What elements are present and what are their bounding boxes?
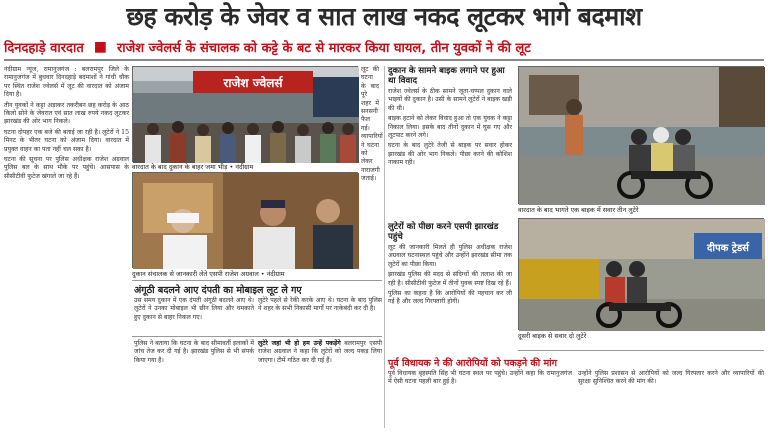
box3-title: पूर्व विधायक ने की आरोपियों को पकड़ने की मांग [388,358,557,369]
box2-right-lead: लुटेरे जहां भी हो हम उन्हें पकड़ेंगे [258,340,341,347]
shop-sign-text: दीपक ट्रेडर्स [707,243,749,254]
header-rule [4,59,764,61]
photo-caption: दूसरी बाइक से सवार दो लुटेरे [518,332,587,340]
paragraph: लूट की घटना के बाद पूरे शहर में सनसनी फैल गई। व्यापारियों ने घटना को लेकर नाराजगी जताई। [361,66,383,183]
photo-caption: वारदात के बाद भागते एक बाइक में सवार तीन लुटेरे [518,206,639,214]
box2-left-text: पुलिस ने बताया कि घटना के बाद सीमावर्ती इलाकों में जांच तेज कर दी गई है। झारखंड पुलिस से भी संपर्क किया गया है। [134,340,254,364]
cctv-bike2-illustration [519,219,765,331]
box2-right [258,340,382,428]
col3-heading: दुकान के सामने बाइक लगाने पर हुआ था विवाद [388,66,505,86]
paragraph: नंदीग्राम न्यूज, रामानुजगंज : बलरामपुर जिले के रामानुजगंज में बुधवार दिनदहाड़े बदमाशों ने गांधी चौक पर स्थित राजेश ज्वेलर्स में लूट की वारदात को अंजाम दिया है। [4,66,129,99]
photo-cctv-bike-two [518,218,764,330]
column-divider [384,66,385,428]
paragraph: घटना के बाद लुटेरे तेजी से बाइक पर सवार होकर झारखंड की ओर भाग निकले। पीछा करने की कोशिश नाकाम रही। [388,142,512,167]
crowd-illustration [133,67,359,163]
box1-left-text: उस समय दुकान में एक दंपती अंगूठी बदलने आए थे। लुटेरों ने उनका मोबाइल भी छीन लिया और धमकाते हुए दुकान से बाहर निकल गए। [134,297,254,321]
divider [132,336,382,337]
inquiry-illustration [133,173,359,269]
photo-caption: दुकान संचालक से जानकारी लेते एसपी राजेश अग्रवाल • नंदीग्राम [132,270,285,278]
box1-title: अंगूठी बदलने आए दंपती का मोबाइल लूट ले गए [134,285,302,296]
shop-sign-text: राजेश ज्वेलर्स [223,76,283,90]
subheading-row [4,36,764,58]
paragraph: पुलिस का कहना है कि आरोपियों की पहचान कर ली गई है और जल्द गिरफ्तारी होगी। [388,290,512,306]
article-column-3b [388,244,512,354]
headline: छह करोड़ के जेवर व सात लाख नकद लूटकर भागे बदमाश [126,2,642,31]
box2-right-text: बलरामपुर एसपी राजेश अग्रवाल ने कहा कि लुटेरों को जल्द पकड़ लिया जाएगा। टीमें गठित कर दी गई हैं। [258,340,383,364]
photo-cctv-bike-three [518,66,764,204]
paragraph: घटना की सूचना पर पुलिस अधीक्षक राजेश अग्रवाल पुलिस बल के साथ मौके पर पहुंचे। आसपास के सीसीटीवी फुटेज खंगाले जा रहे हैं। [4,156,129,180]
paragraph: तीन युवकों ने कट्टा अड़ाकर तकरीबन छह करोड़ के आठ किलो सोने के जेवरात एवं सात लाख रुपये नकद लूटकर झारखंड की ओर भाग निकले। [4,101,129,126]
paragraph: राजेश ज्वेलर्स के ठीक सामने जूता-चप्पल दुकान वाले भाइयों की दुकान है। उसी के सामने लुटेरों ने बाइक खड़ी की थी। [388,88,512,112]
paragraph: झारखंड पुलिस की मदद से संदिग्धों की तलाश की जा रही है। सीसीटीवी फुटेज में तीनों युवक स्पष्ट दिख रहे हैं। [388,271,512,287]
photo-sp-inquiry [132,172,358,268]
article-column-1 [4,66,129,428]
paragraph: लूट की जानकारी मिलते ही पुलिस अधीक्षक राजेश अग्रवाल घटनास्थल पहुंचे और उन्होंने झारखंड सीमा तक लुटेरों का पीछा किया। [388,244,512,268]
kicker: दिनदहाड़े वारदात [4,41,84,56]
article-column-3 [388,88,512,218]
col3-heading-2: लुटेरों को पीछा करने एसपी झारखंड पहुंचे [388,222,499,242]
box3-left-text: पूर्व विधायक बृहस्पति सिंह भी घटना स्थल पर पहुंचे। उन्होंने कहा कि रामानुजगंज में ऐसी घटना पहली बार हुई है। [388,370,572,386]
bullet-icon: ■ [93,39,107,55]
photo-caption: वारदात के बाद दुकान के बाहर जमा भीड़ • नंदीग्राम [132,163,254,171]
paragraph: घटना दोपहर एक बजे की बताई जा रही है। लुटेरों ने 15 मिनट के भीतर घटना को अंजाम दिया। वारदात में प्रयुक्त वाहन का पता नहीं चल सका है। [4,128,129,153]
article-column-2 [361,66,383,268]
paragraph: बाइक हटाने को लेकर विवाद हुआ तो एक युवक ने कट्टा निकाल लिया। इसके बाद तीनों दुकान में घुस गए और लूटपाट करने लगे। [388,115,512,140]
photo-crowd-outside-shop [132,66,358,162]
cctv-bike-illustration [519,67,765,205]
box1-right-text: लुटेरे पहले से रेकी करके आए थे। घटना के बाद पुलिस ने शहर के सभी निकासी मार्गों पर नाकेबंदी कर दी है। [258,297,382,313]
deck: राजेश ज्वेलर्स के संचालक को कट्टे के बट से मारकर किया घायल, तीन युवकों ने की लूट [116,41,531,56]
divider [518,350,764,351]
divider [132,280,382,281]
box3-right-text: उन्होंने पुलिस प्रशासन से आरोपियों को जल्द गिरफ्तार करने और व्यापारियों की सुरक्षा सुनिश्चित करने की मांग की। [578,370,764,386]
